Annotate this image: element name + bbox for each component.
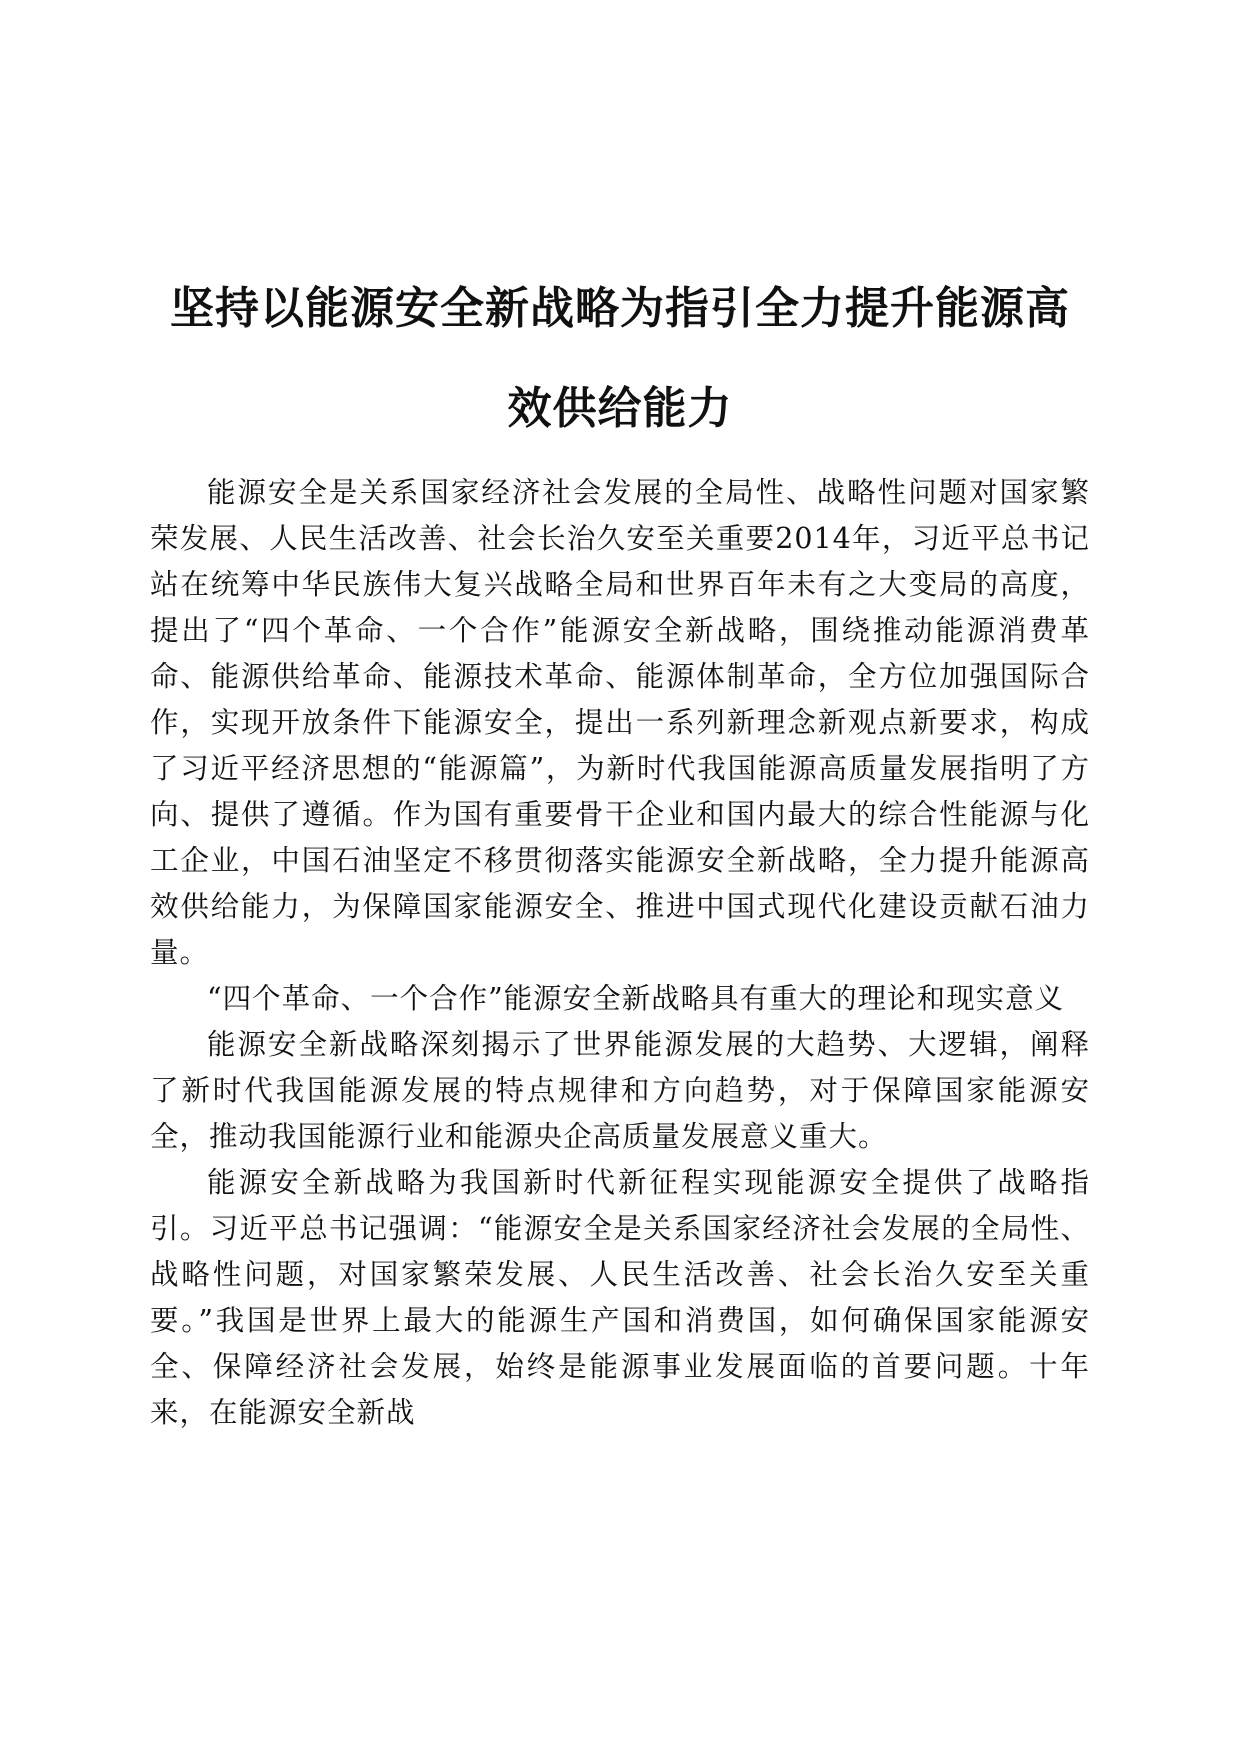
section-heading: “四个革命、一个合作”能源安全新战略具有重大的理论和现实意义 (207, 982, 1065, 1015)
paragraph-intro: 能源安全是关系国家经济社会发展的全局性、战略性问题对国家繁荣发展、人民生活改善、社会长治久安至关重要2014年，习近平总书记站在统筹中华民族伟大复兴战略全局和世界百年未有之大变局的高度，提出了“四个革命、一个合作”能源安全新战略，围绕推动能源消费革命、能源供给革命、能源技术革命、能源体制革命，全方位加强国际合作，实现开放条件下能源安全，提出一系列新理念新观点新要求，构成了习近平经济思想的“能源篇”，为新时代我国能源高质量发展指明了方向、提供了遵循。作为国有重要骨干企业和国内最大的综合性能源与化工企业，中国石油坚定不移贯彻落实能源安全新战略，全力提升能源高效供给能力，为保障国家能源安全、推进中国式现代化建设贡献石油力量。 (150, 476, 1090, 969)
title-line-1: 坚持以能源安全新战略为指引全力提升能源高 (170, 283, 1070, 335)
paragraph-strategic-guidance: 能源安全新战略为我国新时代新征程实现能源安全提供了战略指引。习近平总书记强调：“能源安全是关系国家经济社会发展的全局性、战略性问题，对国家繁荣发展、人民生活改善、社会长治久安至关重要。”我国是世界上最大的能源生产国和消费国，如何确保国家能源安全、保障经济社会发展，始终是能源事业发展面临的首要问题。十年来，在能源安全新战 (150, 1166, 1090, 1429)
document-title (150, 259, 1090, 459)
document-body (150, 470, 1090, 1436)
title-line-2: 效供给能力 (507, 383, 733, 435)
paragraph-significance: 能源安全新战略深刻揭示了世界能源发展的大趋势、大逻辑，阐释了新时代我国能源发展的特点规律和方向趋势，对于保障国家能源安全，推动我国能源行业和能源央企高质量发展意义重大。 (150, 1028, 1090, 1153)
